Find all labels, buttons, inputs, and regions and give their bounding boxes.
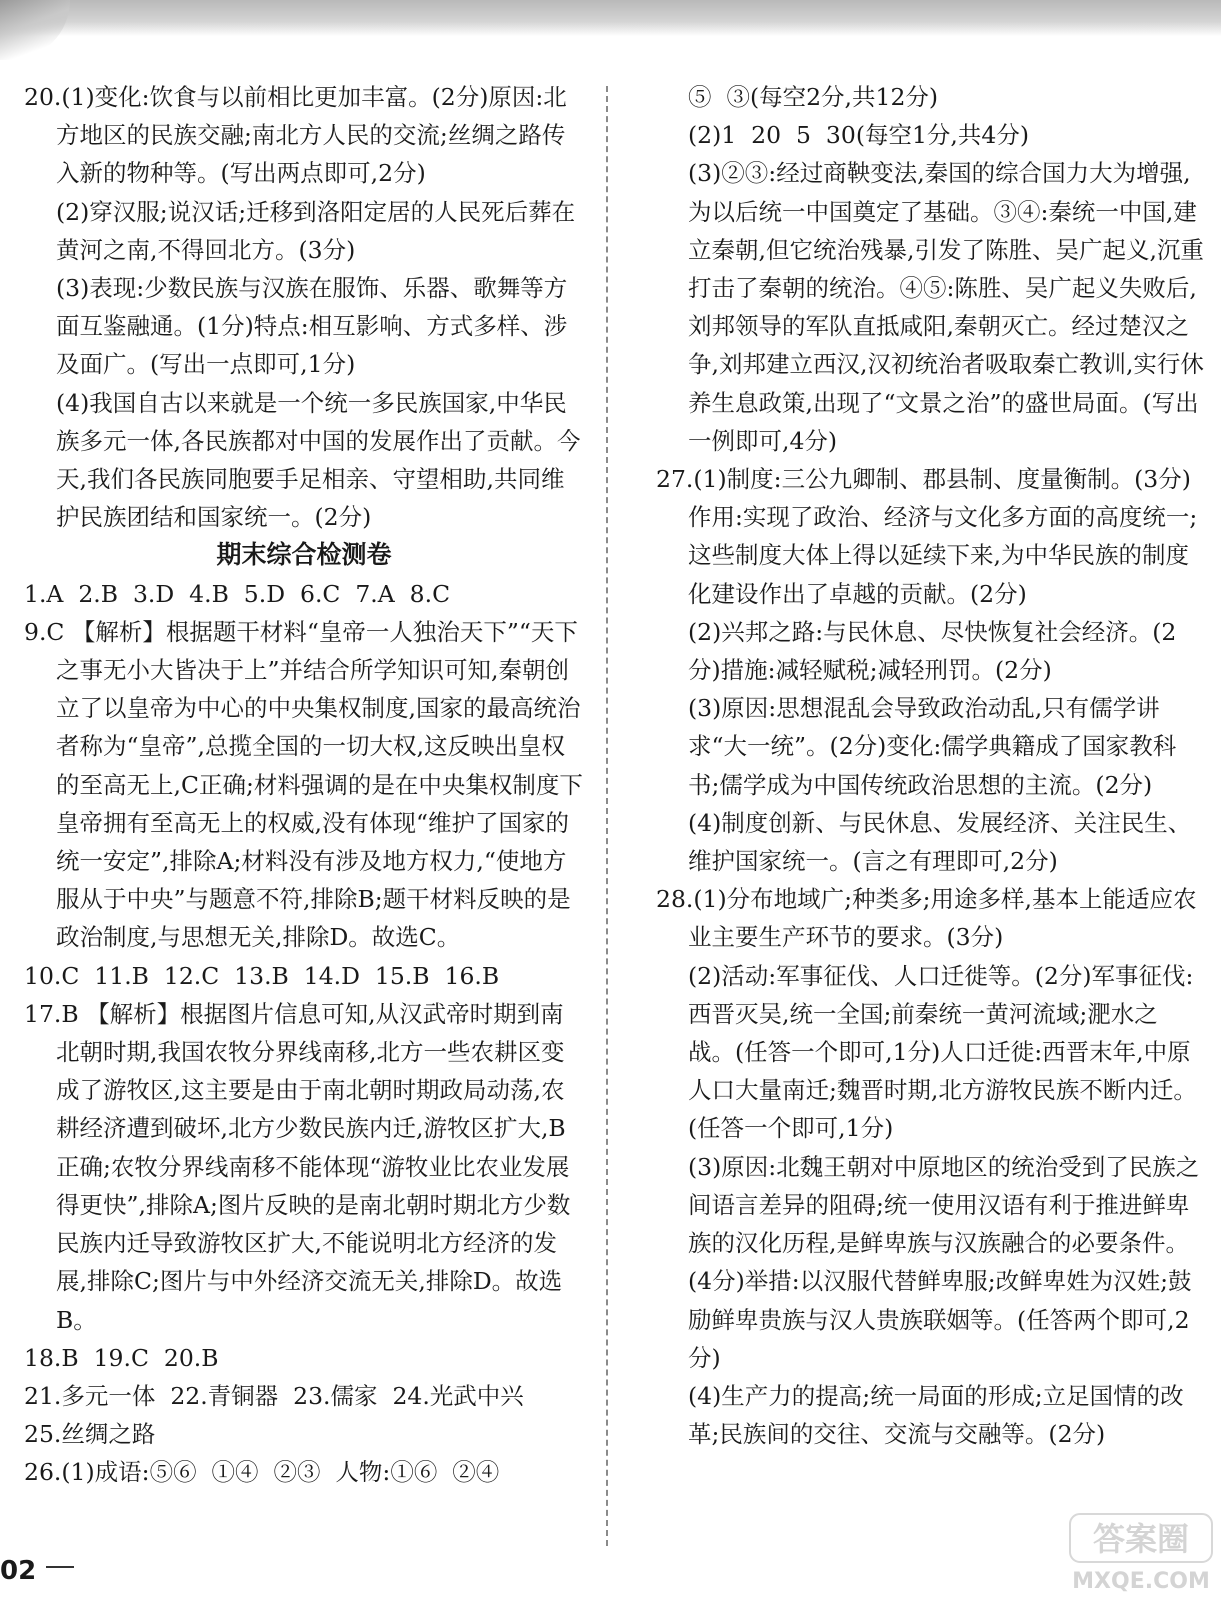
answer-27-4: (4)制度创新、与民休息、发展经济、关注民生、维护国家统一。(言之有理即可,2分): [688, 808, 1192, 876]
column-divider: [606, 86, 608, 1546]
answer-20-2: (2)穿汉服;说汉话;迁移到洛阳定居的人民死后葬在黄河之南,不得回北方。(3分): [56, 197, 576, 264]
answer-27-3: (3)原因:思想混乱会导致政治动乱,只有儒学讲求“大一统”。(2分)变化:儒学典籍成了国家教科书;儒学成为中国传统政治思想的主流。(2分): [688, 694, 1177, 799]
watermark-chars: 答案圈: [1092, 1520, 1190, 1558]
page-number: 02: [0, 1556, 37, 1586]
left-column: [24, 78, 584, 1492]
answer-17: 17.B 【解析】根据图片信息可知,从汉武帝时期到南北朝时期,我国农牧分界线南移,北方一些农耕区变成了游牧区,这主要是由于南北朝时期政局动荡,农耕经济遭到破坏,北方少数民族内迁,游牧区扩大,B正确;农牧分界线南移不能体现“游牧业比农业发展得更快”,排除A;图片反映的是南北朝时期北方少数民族内迁导致游牧区扩大,不能说明北方经济的发展,排除C;图片与中外经济交流无关,排除D。故选B。: [24, 999, 571, 1334]
answer-20-4: (4)我国自古以来就是一个统一多民族国家,中华民族多元一体,各民族都对中国的发展作出了贡献。今天,我们各民族同胞要手足相亲、守望相助,共同维护民族团结和国家统一。(2分): [56, 388, 581, 532]
answer-28-3: (3)原因:北魏王朝对中原地区的统治受到了民族之间语言差异的阻碍;统一使用汉语有利于推进鲜卑族的汉化历程,是鲜卑族与汉族融合的必要条件。(4分)举措:以汉服代替鲜卑服;改鲜卑姓为汉姓;鼓励鲜卑贵族与汉人贵族联姻等。(任答两个即可,2分): [688, 1152, 1200, 1372]
answer-26-1: 26.(1)成语:⑤⑥ ①④ ②③ 人物:①⑥ ②④: [24, 1458, 500, 1487]
watermark-logo: [1066, 1508, 1216, 1594]
page-curl: [0, 0, 70, 60]
answer-28-4: (4)生产力的提高;统一局面的形成;立足国情的改革;民族间的交往、交流与交融等。(2分): [688, 1381, 1184, 1449]
answer-26-1-cont: ⑤ ③(每空2分,共12分): [688, 83, 939, 111]
answer-28-2: (2)活动:军事征伐、人口迁徙等。(2分)军事征伐:西晋灭吴,统一全国;前秦统一黄河流域;淝水之战。(任答一个即可,1分)人口迁徙:西晋末年,中原人口大量南迁;魏晋时期,北方游牧民族不断内迁。(任答一个即可,1分): [688, 961, 1197, 1143]
answer-25: 25.丝绸之路: [24, 1420, 156, 1449]
top-scan-shadow: [0, 0, 1221, 36]
answers-18-20: 18.B 19.C 20.B: [24, 1343, 219, 1372]
answer-27-2: (2)兴邦之路:与民休息、尽快恢复社会经济。(2分)措施:减轻赋税;减轻刑罚。(2分): [688, 617, 1177, 685]
answer-26-3: (3)②③:经过商鞅变法,秦国的综合国力大为增强,为以后统一中国奠定了基础。③④:秦统一中国,建立秦朝,但它统治残暴,引发了陈胜、吴广起义,沉重打击了秦朝的统治。④⑤:陈胜、吴广起义失败后,刘邦领导的军队直抵咸阳,秦朝灭亡。经过楚汉之争,刘邦建立西汉,汉初统治者吸取秦亡教训,实行休养生息政策,出现了“文景之治”的盛世局面。(写出一例即可,4分): [688, 159, 1204, 455]
answers-10-16: 10.C 11.B 12.C 13.B 14.D 15.B 16.B: [24, 961, 500, 990]
right-column: [656, 78, 1204, 1453]
watermark-url: MXQE.COM: [1072, 1569, 1210, 1594]
answers-21-24: 21.多元一体 22.青铜器 23.儒家 24.光武中兴: [24, 1381, 524, 1410]
page-number-dash: [46, 1566, 74, 1568]
answer-9: 9.C 【解析】根据题干材料“皇帝一人独治天下”“天下之事无小大皆决于上”并结合所学知识可知,秦朝创立了以皇帝为中心的中央集权制度,国家的最高统治者称为“皇帝”,总揽全国的一切大权,这反映出皇权的至高无上,C正确;材料强调的是在中央集权制度下皇帝拥有至高无上的权威,没有体现“维护了国家的统一安定”,排除A;材料没有涉及地方权力,“使地方服从于中央”与题意不符,排除B;题干材料反映的是政治制度,与思想无关,排除D。故选C。: [24, 617, 583, 952]
answer-27-1: 27.(1)制度:三公九卿制、郡县制、度量衡制。(3分)作用:实现了政治、经济与文化多方面的高度统一;这些制度大体上得以延续下来,为中华民族的制度化建设作出了卓越的贡献。(2分): [656, 465, 1198, 608]
answer-26-2: (2)1 20 5 30(每空1分,共4分): [688, 121, 1030, 150]
section-title: 期末综合检测卷: [216, 540, 392, 570]
answer-20-3: (3)表现:少数民族与汉族在服饰、乐器、歌舞等方面互鉴融通。(1分)特点:相互影响、方式多样、涉及面广。(写出一点即可,1分): [56, 274, 568, 379]
answer-20-1: 20.(1)变化:饮食与以前相比更加丰富。(2分)原因:北方地区的民族交融;南北方人民的交流;丝绸之路传入新的物种等。(写出两点即可,2分): [24, 83, 567, 188]
answer-28-1: 28.(1)分布地域广;种类多;用途多样,基本上能适应农业主要生产环节的要求。(3分): [656, 885, 1197, 952]
answers-1-8: 1.A 2.B 3.D 4.B 5.D 6.C 7.A 8.C: [24, 579, 451, 608]
